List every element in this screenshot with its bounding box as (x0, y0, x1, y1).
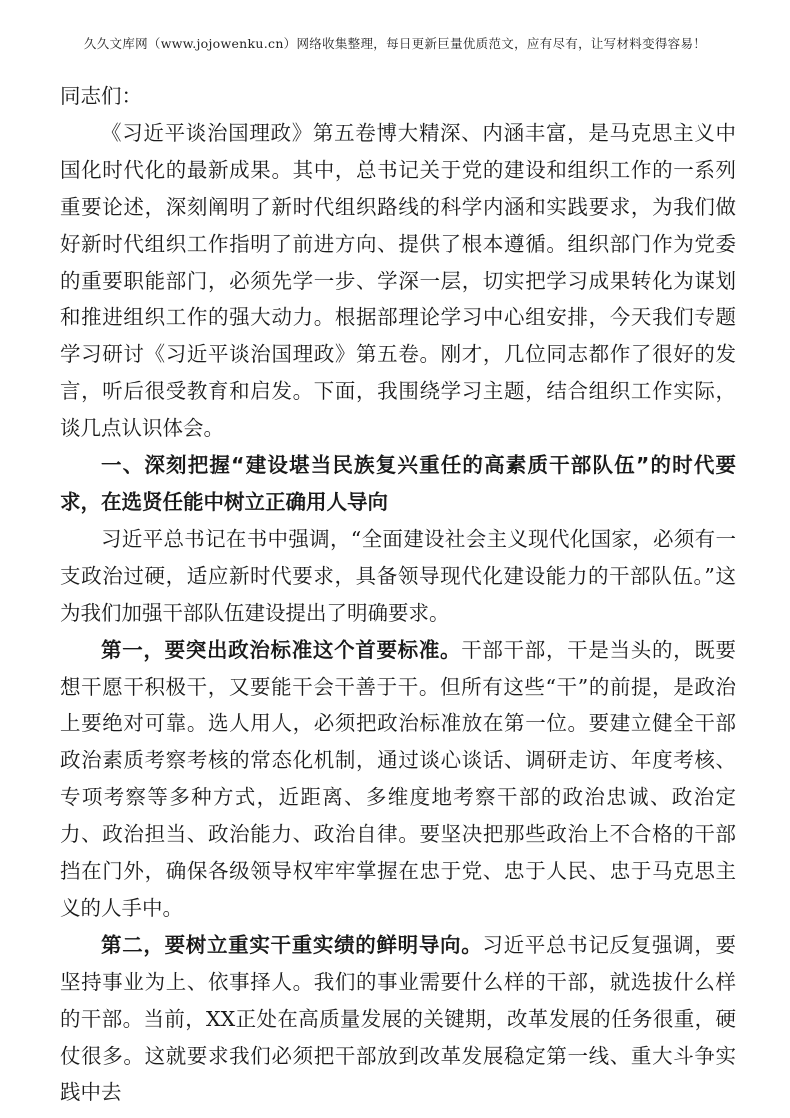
document-body (60, 78, 736, 1111)
header-note: 久久文库网（www.jojowenku.cn）网络收集整理，每日更新巨量优质范文，应有尽有，让写材料变得容易！ (83, 36, 707, 51)
point-two-lead: 第二，要树立重实干重实绩的鲜明导向。 (101, 932, 483, 957)
point-one-paragraph (60, 632, 736, 927)
point-one-body: 干部干部，干是当头的，既要想干愿干积极干，又要能干会干善于干。但所有这些“干”的前提，是政治上要绝对可靠。选人用人，必须把政治标准放在第一位。要建立健全干部政治素质考察考核的常态化机制，通过谈心谈话、调研走访、年度考核、专项考察等多种方式，近距离、多维度地考察干部的政治忠诚、政治定力、政治担当、政治能力、政治自律。要坚决把那些政治上不合格的干部挡在门外，确保各级领导权牢牢掌握在忠于党、忠于人民、忠于马克思主义的人手中。 (60, 637, 737, 920)
intro-paragraph: 《习近平谈治国理政》第五卷博大精深、内涵丰富，是马克思主义中国化时代化的最新成果。其中，总书记关于党的建设和组织工作的一系列重要论述，深刻阐明了新时代组织路线的科学内涵和实践要求，为我们做好新时代组织工作指明了前进方向、提供了根本遵循。组织部门作为党委的重要职能部门，必须先学一步、学深一层，切实把学习成果转化为谋划和推进组织工作的强大动力。根据部理论学习中心组安排，今天我们专题学习研讨《习近平谈治国理政》第五卷。刚才，几位同志都作了很好的发言，听后很受教育和启发。下面，我围绕学习主题，结合组织工作实际，谈几点认识体会。 (60, 120, 736, 441)
point-one-lead: 第一，要突出政治标准这个首要标准。 (101, 637, 462, 662)
point-two-paragraph (60, 927, 736, 1112)
section-heading: 一、深刻把握“建设堪当民族复兴重任的高素质干部队伍”的时代要求，在选贤任能中树立正确用人导向 (60, 453, 736, 514)
greeting: 同志们： (60, 84, 142, 108)
point-two-body: 习近平总书记反复强调，要坚持事业为上、依事择人。我们的事业需要什么样的干部，就选拔什么样的干部。当前，XX正处在高质量发展的关键期，改革发展的任务很重，硬仗很多。这就要求我们必须把干部放到改革发展稳定第一线、重大斗争实践中去 (60, 932, 737, 1105)
section-paragraph: 习近平总书记在书中强调，“全面建设社会主义现代化国家，必须有一支政治过硬，适应新时代要求，具备领导现代化建设能力的干部队伍。”这为我们加强干部队伍建设提出了明确要求。 (60, 526, 736, 625)
